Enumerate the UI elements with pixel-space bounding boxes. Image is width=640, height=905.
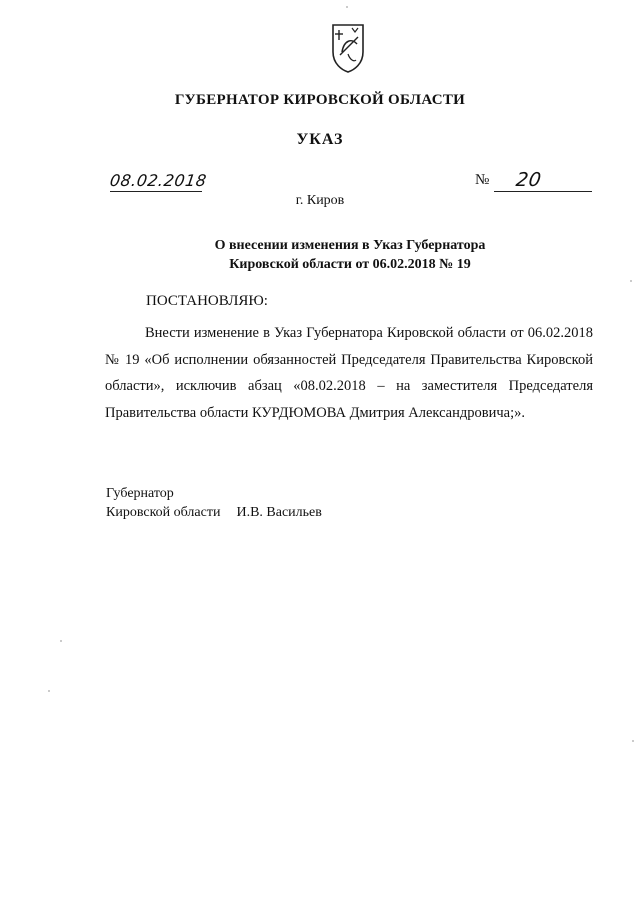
issuing-authority: ГУБЕРНАТОР КИРОВСКОЙ ОБЛАСТИ <box>174 92 466 108</box>
handwritten-date: 08.02.2018 <box>108 171 208 190</box>
body-paragraph: Внести изменение в Указ Губернатора Кировской области от 06.02.2018 № 19 «Об исполнении обязанностей Председателя Правительства Кировской области», исключив абзац «08.02.2018 – на заместителя Председателя Правительства области КУРДЮМОВА Дмитрия Александровича;». <box>105 325 593 421</box>
scan-speck <box>630 280 632 282</box>
subject-line-2: Кировской области от 06.02.2018 № 19 <box>229 257 471 272</box>
decree-word: ПОСТАНОВЛЯЮ: <box>146 293 268 309</box>
signatory-title-line1: Губернатор <box>106 486 174 501</box>
number-field <box>494 170 592 192</box>
signature-block <box>106 484 322 522</box>
scan-speck <box>632 740 634 742</box>
subject-line-1: О внесении изменения в Указ Губернатора <box>214 238 486 253</box>
date-field <box>108 170 208 192</box>
signatory-name: И.В. Васильев <box>236 505 322 520</box>
signatory-title-line2: Кировской области <box>106 505 221 520</box>
signatory-title-line2-row <box>106 503 322 522</box>
scan-speck <box>48 690 50 692</box>
city-line: г. Киров <box>295 193 345 208</box>
scan-speck <box>60 640 62 642</box>
kirov-coat-of-arms-icon <box>330 22 366 74</box>
handwritten-number: 20 <box>514 169 543 191</box>
document-subject <box>0 236 640 274</box>
number-label: № <box>475 172 490 188</box>
scan-speck <box>346 6 348 8</box>
document-type: УКАЗ <box>296 131 344 148</box>
